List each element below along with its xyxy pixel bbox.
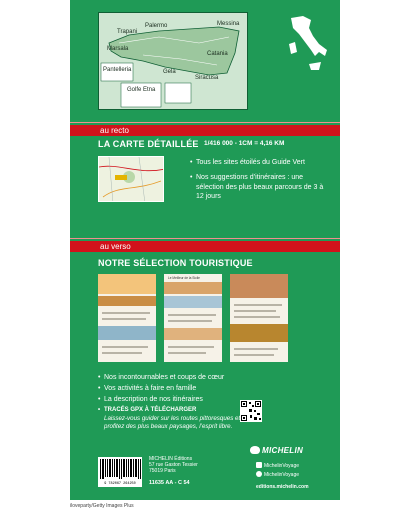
verso-label-bar [70,241,340,252]
city-label: Golfe Etna [127,87,156,93]
barcode-bars [98,457,142,481]
city-label: Pantelleria [103,67,132,73]
city-label: Messina [217,21,240,27]
guide-back-cover [70,0,340,500]
facebook-link[interactable]: MichelinVoyage [256,462,299,471]
instagram-link[interactable]: MichelinVoyage [256,471,299,480]
publisher-city: 75019 Paris [149,468,176,474]
sicily-overview-map [98,12,248,110]
instagram-icon [256,471,262,477]
facebook-icon [256,462,262,468]
city-label: Gela [163,69,176,75]
gpx-description: Laissez-vous guider sur les routes pittoresques et profitez des plus beaux paysages, l’esprit libre. [104,415,241,430]
section-divider [70,238,340,239]
map-scale: 1/416 000 - 1CM = 4,16 KM [204,140,285,147]
italy-silhouette-icon [285,14,333,74]
recto-label: au recto [100,126,129,135]
recto-title: LA CARTE DÉTAILLÉE [98,139,199,149]
michelin-man-icon [250,446,260,454]
barcode-number: 9 782067 264250 [104,482,136,486]
city-label: Marsala [107,46,129,52]
verso-title: NOTRE SÉLECTION TOURISTIQUE [98,258,253,268]
list-item: • Nos incontournables et coups de cœur [98,372,288,383]
map-highlight-flag [115,175,127,180]
guide-page-thumbnail-2 [164,274,222,362]
city-label: Siracusa [195,75,219,81]
michelin-logo-text: MICHELIN [262,446,304,455]
recto-label-bar [70,125,340,136]
city-label: Palermo [145,23,168,29]
guide-page-thumbnail-1 [98,274,156,362]
guide-page-title: Le Meilleur de la Sicile [168,276,200,280]
product-code: 11635 AA - C 54 [149,480,190,486]
qr-code-icon [240,400,262,422]
city-label: Trapani [117,29,138,35]
publisher-name: MICHELIN Éditions [149,456,193,462]
list-item: • Nos suggestions d’itinéraires : une sélection des plus beaux parcours de 3 à 12 jours [190,173,330,201]
list-item: • Vos activités à faire en famille [98,383,288,394]
list-item: • La description de nos itinéraires [98,394,288,405]
publisher-street: 57 rue Gaston Tessier [149,462,198,468]
city-label: Catania [207,51,228,57]
gpx-title: • TRACÉS GPX À TÉLÉCHARGER [98,407,196,413]
recto-bullet-list [190,158,330,208]
publisher-address [149,456,198,474]
guide-page-thumbnail-3 [230,274,288,362]
list-item: • Tous les sites étoilés du Guide Vert [190,158,330,167]
sicily-map-graphic [99,13,248,110]
detailed-map-graphic [99,157,164,202]
michelin-logo [250,446,303,455]
website-link[interactable]: editions.michelin.com [256,484,309,490]
section-divider [70,122,340,123]
photo-credit: iloveparty/Getty Images Plus [70,503,134,509]
social-links [256,462,299,480]
detailed-map-thumbnail [98,156,164,202]
barcode [98,457,142,487]
verso-label: au verso [100,242,131,251]
